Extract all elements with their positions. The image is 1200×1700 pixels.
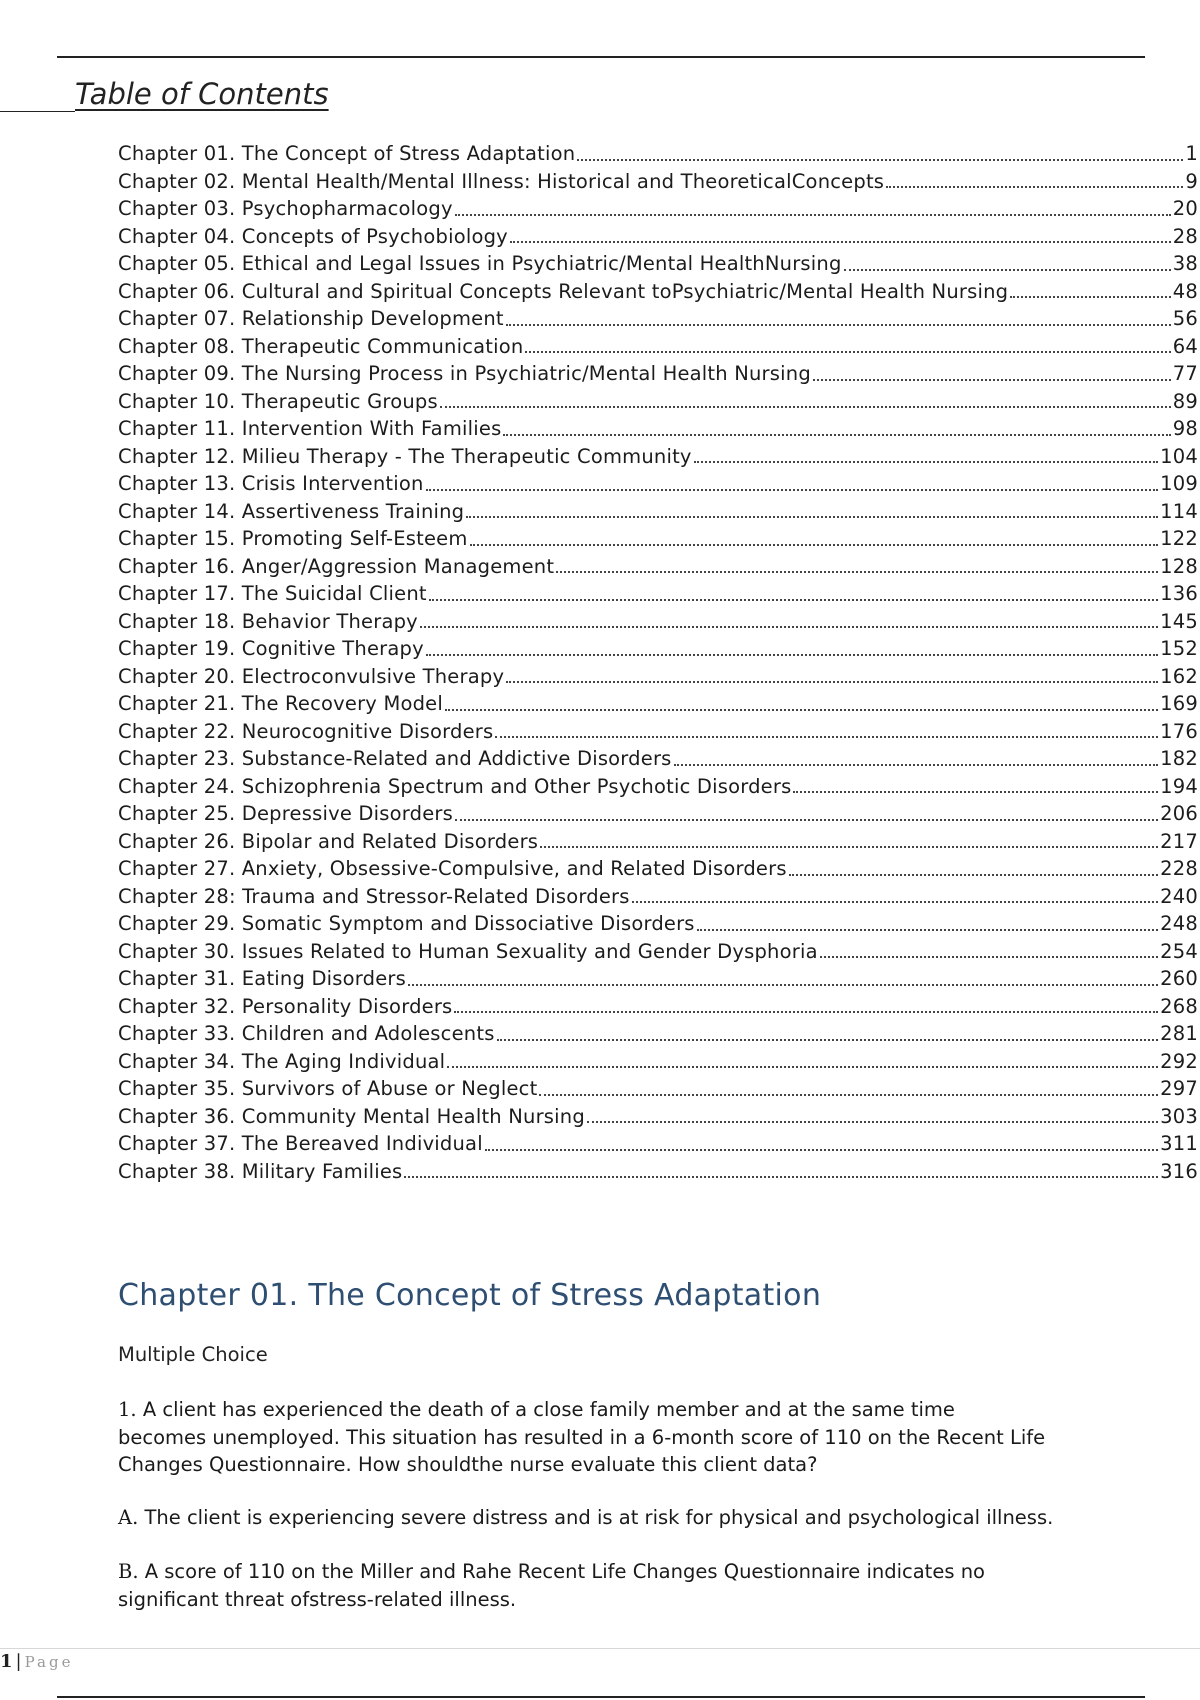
toc-entry-label: Chapter 24. Schizophrenia Spectrum and Other Psychotic Disorders	[118, 774, 792, 798]
toc-entry-label: Chapter 15. Promoting Self-Esteem	[118, 527, 468, 550]
toc-entry-page: 98	[1172, 417, 1198, 440]
toc-entry[interactable]	[118, 608, 1198, 636]
toc-entry-page: 206	[1160, 802, 1198, 825]
toc-dot-leader	[506, 680, 1158, 683]
toc-dot-leader	[454, 1010, 1158, 1013]
chapter-heading[interactable]: Chapter 01. The Concept of Stress Adaptation	[118, 1278, 822, 1313]
toc-entry[interactable]	[118, 993, 1198, 1021]
toc-dot-leader	[470, 543, 1159, 546]
toc-dot-leader	[404, 1175, 1158, 1178]
toc-entry[interactable]	[118, 828, 1198, 856]
toc-dot-leader	[455, 818, 1158, 821]
toc-entry-label: Chapter 25. Depressive Disorders	[118, 802, 453, 825]
toc-dot-leader	[440, 405, 1171, 408]
footer-rule	[57, 1696, 1145, 1698]
toc-entry-label: Chapter 35. Survivors of Abuse or Neglect	[118, 1077, 538, 1100]
toc-entry[interactable]	[118, 1158, 1198, 1186]
toc-entry-page: 9	[1185, 169, 1198, 193]
toc-entry-label: Chapter 21. The Recovery Model	[118, 692, 443, 715]
toc-entry-page: 20	[1172, 197, 1198, 220]
toc-entry[interactable]	[118, 360, 1198, 388]
toc-entry[interactable]	[118, 278, 1198, 306]
toc-entry[interactable]	[118, 745, 1198, 773]
toc-entry-label: Chapter 38. Military Families	[118, 1159, 403, 1183]
toc-dot-leader	[447, 1065, 1158, 1068]
toc-entry-label: Chapter 26. Bipolar and Related Disorders	[118, 829, 539, 853]
toc-entry[interactable]	[118, 1020, 1198, 1048]
toc-dot-leader	[820, 955, 1158, 958]
toc-entry-label: Chapter 08. Therapeutic Communication	[118, 334, 524, 358]
toc-entry-page: 281	[1160, 1022, 1198, 1045]
toc-entry-page: 128	[1160, 554, 1198, 578]
toc-entry-label: Chapter 30. Issues Related to Human Sexuality and Gender Dysphoria	[118, 939, 818, 963]
toc-dot-leader	[426, 653, 1158, 656]
toc-dot-leader	[789, 873, 1158, 876]
toc-entry-page: 89	[1172, 389, 1198, 413]
toc-entry[interactable]	[118, 580, 1198, 608]
toc-entry[interactable]	[118, 690, 1198, 718]
toc-entry-page: 182	[1160, 747, 1198, 770]
toc-entry[interactable]	[118, 498, 1198, 526]
toc-dot-leader	[506, 323, 1171, 326]
question-number: 1.	[118, 1398, 137, 1421]
toc-entry[interactable]	[118, 800, 1198, 828]
toc-dot-leader	[510, 240, 1171, 243]
toc-dot-leader	[426, 488, 1159, 491]
question-1	[118, 1396, 1048, 1479]
toc-entry[interactable]	[118, 553, 1198, 581]
toc-entry[interactable]	[118, 1048, 1198, 1076]
footer-divider	[0, 1648, 1200, 1649]
toc-dot-leader	[539, 1093, 1158, 1096]
toc-entry-page: 240	[1160, 884, 1198, 908]
toc-dot-leader	[793, 790, 1158, 793]
toc-entry[interactable]	[118, 443, 1198, 471]
toc-dot-leader	[886, 185, 1183, 188]
toc-entry[interactable]	[118, 1103, 1198, 1131]
toc-entry-label: Chapter 29. Somatic Symptom and Dissociative Disorders	[118, 912, 695, 935]
toc-entry-label: Chapter 06. Cultural and Spiritual Concepts Relevant toPsychiatric/Mental Health Nursing	[118, 279, 1009, 303]
toc-entry-page: 217	[1160, 829, 1198, 853]
toc-dot-leader	[577, 158, 1183, 161]
toc-entry[interactable]	[118, 938, 1198, 966]
toc-entry-page: 303	[1160, 1104, 1198, 1128]
toc-entry-label: Chapter 33. Children and Adolescents	[118, 1022, 495, 1045]
option-b	[118, 1558, 1058, 1613]
toc-entry-page: 104	[1160, 444, 1198, 468]
toc-dot-leader	[503, 433, 1170, 436]
toc-entry[interactable]	[118, 195, 1198, 223]
toc-entry-page: 228	[1160, 857, 1198, 880]
toc-entry-label: Chapter 22. Neurocognitive Disorders	[118, 719, 494, 743]
toc-entry-page: 169	[1160, 692, 1198, 715]
footer-page-word: Page	[24, 1653, 74, 1671]
toc-entry-page: 162	[1160, 664, 1198, 688]
toc-entry[interactable]	[118, 140, 1198, 168]
toc-entry-label: Chapter 13. Crisis Intervention	[118, 472, 424, 495]
toc-entry-label: Chapter 09. The Nursing Process in Psychiatric/Mental Health Nursing	[118, 362, 811, 385]
toc-title: Table of Contents	[75, 77, 329, 111]
question-text: A client has experienced the death of a close family member and at the same time becomes unemployed. This situation has resulted in a 6-month score of 110 on the Recent Life Changes Questionnaire. How shouldthe nurse evaluate this client data?	[118, 1398, 1046, 1476]
toc-dot-leader	[1010, 295, 1171, 298]
header-rule	[57, 56, 1145, 58]
toc-dot-leader	[697, 928, 1159, 931]
option-a	[118, 1504, 1118, 1532]
toc-dot-leader	[495, 735, 1158, 738]
toc-entry-label: Chapter 11. Intervention With Families	[118, 417, 502, 440]
toc-entry-label: Chapter 17. The Suicidal Client	[118, 582, 427, 605]
option-text: A score of 110 on the Miller and Rahe Recent Life Changes Questionnaire indicates no significant threat ofstress-related illness.	[118, 1560, 985, 1611]
toc-entry-page: 194	[1160, 774, 1198, 798]
toc-entry[interactable]	[118, 250, 1198, 278]
toc-entry-page: 64	[1172, 334, 1198, 358]
toc-entry-page: 56	[1172, 307, 1198, 330]
toc-dot-leader	[632, 900, 1159, 903]
toc-entry-page: 48	[1172, 279, 1198, 303]
toc-dot-leader	[445, 708, 1158, 711]
toc-dot-leader	[694, 460, 1159, 463]
toc-entry[interactable]	[118, 635, 1198, 663]
toc-entry-label: Chapter 12. Milieu Therapy - The Therapeutic Community	[118, 444, 692, 468]
toc-entry-page: 28	[1172, 224, 1198, 248]
toc-dot-leader	[540, 845, 1158, 848]
toc-entry-page: 152	[1160, 637, 1198, 660]
toc-entry[interactable]	[118, 415, 1198, 443]
toc-dot-leader	[420, 625, 1158, 628]
toc-entry-label: Chapter 10. Therapeutic Groups	[118, 389, 438, 413]
toc-entry-page: 268	[1160, 994, 1198, 1018]
toc-entry[interactable]	[118, 388, 1198, 416]
toc-entry[interactable]	[118, 910, 1198, 938]
toc-entry-page: 297	[1160, 1077, 1198, 1100]
toc-entry-page: 109	[1160, 472, 1198, 495]
option-letter: A.	[118, 1506, 139, 1529]
page-footer	[0, 1651, 73, 1672]
footer-page-number: 1	[0, 1651, 13, 1672]
toc-entry-page: 1	[1185, 142, 1198, 165]
toc-entry-page: 292	[1160, 1049, 1198, 1073]
toc-entry-label: Chapter 14. Assertiveness Training	[118, 499, 465, 523]
toc-dot-leader	[455, 213, 1171, 216]
toc-entry[interactable]	[118, 773, 1198, 801]
toc-entry-label: Chapter 37. The Bereaved Individual	[118, 1132, 483, 1155]
toc-entry-page: 114	[1160, 499, 1198, 523]
toc-dot-leader	[497, 1038, 1159, 1041]
toc-entry[interactable]	[118, 663, 1198, 691]
toc-entry-page: 77	[1172, 362, 1198, 385]
toc-entry[interactable]	[118, 1130, 1198, 1158]
toc-entry-page: 316	[1160, 1159, 1198, 1183]
toc-entry-page: 311	[1160, 1132, 1198, 1155]
toc-entry[interactable]	[118, 855, 1198, 883]
toc-entry-label: Chapter 07. Relationship Development	[118, 307, 504, 330]
toc-entry[interactable]	[118, 718, 1198, 746]
toc-entry-page: 254	[1160, 939, 1198, 963]
toc-entry-label: Chapter 34. The Aging Individual	[118, 1049, 446, 1073]
toc-entry[interactable]	[118, 168, 1198, 196]
toc-entry[interactable]	[118, 333, 1198, 361]
toc-dot-leader	[556, 570, 1158, 573]
toc-entry[interactable]	[118, 1075, 1198, 1103]
toc-dot-leader	[844, 268, 1171, 271]
toc-entry-page: 176	[1160, 719, 1198, 743]
toc-dot-leader	[587, 1120, 1158, 1123]
toc-dot-leader	[408, 983, 1158, 986]
toc-entry-label: Chapter 28: Trauma and Stressor-Related Disorders	[118, 884, 630, 908]
section-label: Multiple Choice	[118, 1343, 268, 1366]
toc-dot-leader	[429, 598, 1158, 601]
toc-entry[interactable]	[118, 965, 1198, 993]
toc-dot-leader	[466, 515, 1158, 518]
toc-entry-label: Chapter 02. Mental Health/Mental Illness: Historical and TheoreticalConcepts	[118, 169, 885, 193]
toc-entry-page: 136	[1160, 582, 1198, 605]
option-text: The client is experiencing severe distress and is at risk for physical and psychological illness.	[144, 1506, 1054, 1529]
toc-entry[interactable]	[118, 883, 1198, 911]
toc-entry-label: Chapter 20. Electroconvulsive Therapy	[118, 664, 505, 688]
footer-separator: |	[15, 1651, 22, 1672]
toc-dot-leader	[674, 763, 1159, 766]
toc-entry-label: Chapter 31. Eating Disorders	[118, 967, 406, 990]
toc-entry-page: 260	[1160, 967, 1198, 990]
toc-entry-label: Chapter 32. Personality Disorders	[118, 994, 453, 1018]
toc-entry-label: Chapter 19. Cognitive Therapy	[118, 637, 424, 660]
toc-dot-leader	[525, 350, 1170, 353]
toc-title-underline	[0, 111, 75, 112]
toc-entry-label: Chapter 18. Behavior Therapy	[118, 609, 418, 633]
toc-entry-label: Chapter 16. Anger/Aggression Management	[118, 554, 555, 578]
toc-entry-label: Chapter 27. Anxiety, Obsessive-Compulsive, and Related Disorders	[118, 857, 787, 880]
toc-entry[interactable]	[118, 470, 1198, 498]
toc-entry[interactable]	[118, 525, 1198, 553]
option-letter: B.	[118, 1560, 139, 1583]
toc-entry-page: 38	[1172, 252, 1198, 275]
toc-list	[118, 140, 1198, 1185]
toc-entry-page: 145	[1160, 609, 1198, 633]
toc-entry[interactable]	[118, 223, 1198, 251]
toc-entry-page: 122	[1160, 527, 1198, 550]
toc-entry-label: Chapter 04. Concepts of Psychobiology	[118, 224, 508, 248]
toc-entry[interactable]	[118, 305, 1198, 333]
toc-entry-label: Chapter 01. The Concept of Stress Adaptation	[118, 142, 576, 165]
toc-entry-label: Chapter 03. Psychopharmacology	[118, 197, 453, 220]
toc-entry-label: Chapter 05. Ethical and Legal Issues in Psychiatric/Mental HealthNursing	[118, 252, 842, 275]
toc-dot-leader	[813, 378, 1171, 381]
toc-entry-label: Chapter 23. Substance-Related and Addictive Disorders	[118, 747, 672, 770]
toc-entry-label: Chapter 36. Community Mental Health Nursing	[118, 1104, 585, 1128]
toc-dot-leader	[485, 1148, 1158, 1151]
toc-entry-page: 248	[1160, 912, 1198, 935]
